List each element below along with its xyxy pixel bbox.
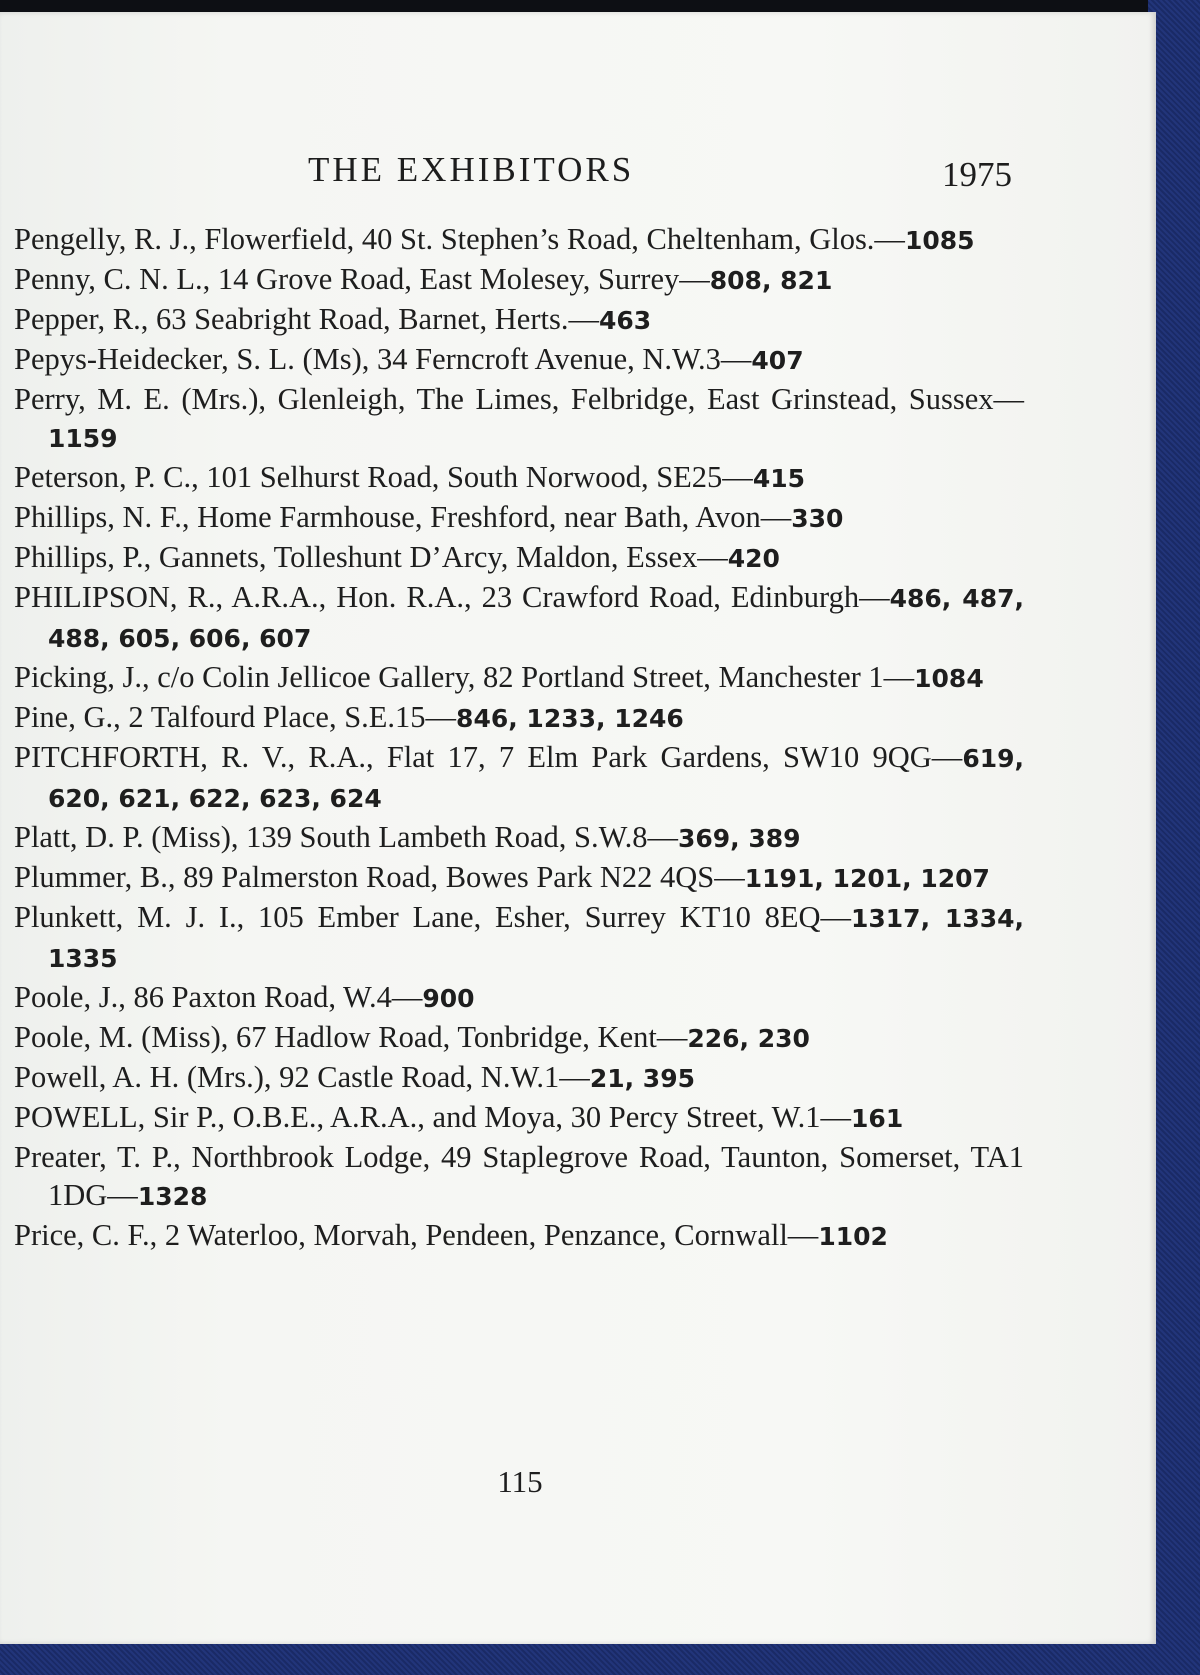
catalogue-numbers: 226, 230	[687, 1024, 810, 1053]
entry-text: Price, C. F., 2 Waterloo, Morvah, Pendeen, Penzance, Cornwall—	[14, 1218, 819, 1252]
entry-text: Pepper, R., 63 Seabright Road, Barnet, Herts.—	[14, 302, 599, 336]
catalogue-numbers: 420	[727, 544, 780, 573]
entry-text: Plummer, B., 89 Palmerston Road, Bowes Park N22 4QS—	[14, 860, 745, 894]
exhibitor-entry	[14, 858, 1024, 898]
entry-text: Pepys-Heidecker, S. L. (Ms), 34 Ferncroft Avenue, N.W.3—	[14, 342, 752, 376]
entry-text: Peterson, P. C., 101 Selhurst Road, South Norwood, SE25—	[14, 460, 753, 494]
catalogue-numbers: 1159	[48, 424, 118, 453]
catalogue-numbers: 900	[422, 984, 475, 1013]
catalogue-numbers: 486, 487, 488, 605, 606, 607	[48, 584, 1024, 653]
exhibitor-entry	[14, 498, 1024, 538]
entry-text: PITCHFORTH, R. V., R.A., Flat 17, 7 Elm Park Gardens, SW10 9QG—	[14, 740, 963, 774]
entry-text: POWELL, Sir P., O.B.E., A.R.A., and Moya, 30 Percy Street, W.1—	[14, 1100, 852, 1134]
entry-text: Perry, M. E. (Mrs.), Glenleigh, The Limes, Felbridge, East Grinstead, Sussex—	[14, 382, 1024, 416]
entry-text: Pine, G., 2 Talfourd Place, S.E.15—	[14, 700, 457, 734]
exhibitor-entry	[14, 380, 1024, 458]
exhibitor-entry	[14, 978, 1024, 1018]
catalogue-numbers: 1191, 1201, 1207	[744, 864, 990, 893]
entry-text: Penny, C. N. L., 14 Grove Road, East Molesey, Surrey—	[14, 262, 710, 296]
catalogue-numbers: 1085	[904, 226, 975, 255]
entry-text: Phillips, N. F., Home Farmhouse, Freshford, near Bath, Avon—	[14, 500, 792, 534]
exhibitor-entry	[14, 1058, 1024, 1098]
catalogue-numbers: 619, 620, 621, 622, 623, 624	[48, 744, 1024, 813]
exhibitor-entry	[14, 538, 1024, 578]
page-number: 115	[497, 1464, 543, 1499]
exhibitor-entry	[14, 1098, 1024, 1138]
entry-text: Platt, D. P. (Miss), 139 South Lambeth Road, S.W.8—	[14, 820, 678, 854]
catalogue-numbers: 161	[851, 1104, 904, 1133]
catalogue-numbers: 21, 395	[589, 1064, 695, 1093]
catalogue-numbers: 463	[598, 306, 652, 335]
entry-text: Powell, A. H. (Mrs.), 92 Castle Road, N.W.1—	[14, 1060, 590, 1094]
catalogue-numbers: 415	[752, 464, 805, 493]
exhibitor-entry	[14, 898, 1024, 978]
header-year: 1975	[942, 155, 1012, 194]
exhibitor-entry	[14, 738, 1024, 818]
catalogue-numbers: 808, 821	[709, 266, 833, 295]
exhibitor-entry	[14, 260, 1024, 300]
exhibitor-entry	[14, 1018, 1024, 1058]
exhibitor-entry	[14, 578, 1024, 658]
exhibitor-entry	[14, 300, 1024, 340]
entry-text: Poole, J., 86 Paxton Road, W.4—	[14, 980, 423, 1014]
running-header	[0, 140, 1156, 194]
entry-text: Poole, M. (Miss), 67 Hadlow Road, Tonbridge, Kent—	[14, 1020, 688, 1054]
catalogue-numbers: 1317, 1334, 1335	[48, 904, 1025, 973]
exhibitor-entry	[14, 698, 1024, 738]
catalogue-numbers: 1084	[914, 664, 984, 693]
book-cover-edge-bottom	[0, 1640, 1200, 1675]
exhibitor-entry	[14, 458, 1024, 498]
catalogue-numbers: 330	[791, 504, 844, 533]
book-page	[0, 12, 1156, 1644]
header-title: THE EXHIBITORS	[308, 150, 635, 189]
exhibitor-entry	[14, 658, 1024, 698]
exhibitor-list	[14, 220, 1024, 1256]
exhibitor-entry	[14, 818, 1024, 858]
exhibitor-entry	[14, 340, 1024, 380]
exhibitor-entry	[14, 1138, 1024, 1216]
catalogue-numbers: 846, 1233, 1246	[456, 704, 684, 733]
catalogue-numbers: 1328	[137, 1182, 208, 1211]
entry-text: Picking, J., c/o Colin Jellicoe Gallery, 82 Portland Street, Manchester 1—	[14, 660, 915, 694]
catalogue-numbers: 407	[751, 346, 804, 375]
entry-text: Phillips, P., Gannets, Tolleshunt D’Arcy, Maldon, Essex—	[14, 540, 728, 574]
exhibitor-entry	[14, 220, 1024, 260]
catalogue-numbers: 1102	[818, 1222, 888, 1251]
entry-text: PHILIPSON, R., A.R.A., Hon. R.A., 23 Crawford Road, Edinburgh—	[14, 580, 890, 614]
catalogue-numbers: 369, 389	[677, 824, 801, 853]
entry-text: Plunkett, M. J. I., 105 Ember Lane, Esher, Surrey KT10 8EQ—	[14, 900, 851, 934]
entry-text: Preater, T. P., Northbrook Lodge, 49 Staplegrove Road, Taunton, Somerset, TA1 1DG—	[14, 1140, 1024, 1212]
entry-text: Pengelly, R. J., Flowerfield, 40 St. Stephen’s Road, Cheltenham, Glos.—	[14, 222, 905, 256]
exhibitor-entry	[14, 1216, 1024, 1256]
